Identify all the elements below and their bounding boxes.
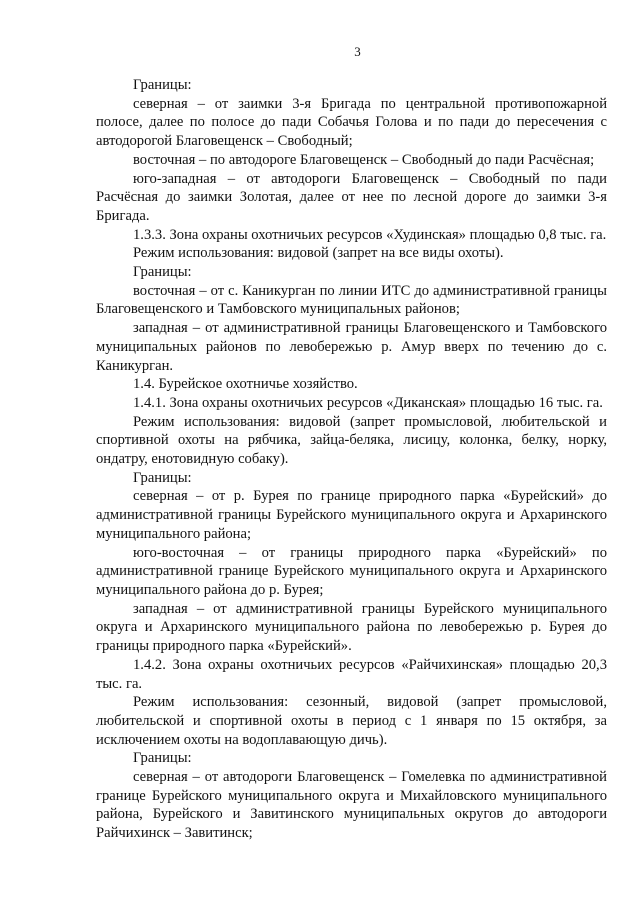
paragraph: Режим использования: видовой (запрет на все виды охоты). [133,245,504,262]
paragraph: юго-восточная – от границы природного парка «Бурейский» по административной границе Бурейского муниципального округа и Архаринского муниципального района до р. Бурея; [96,544,607,598]
paragraph: Границы: [133,750,192,767]
paragraph: восточная – по автодороге Благовещенск – Свободный до пади Расчёсная; [133,151,595,168]
paragraph: Режим использования: сезонный, видовой (запрет промысловой, любительской и спортивной охоты в период с 1 января по 15 октября, за исключением охоты на водоплавающую дичь). [96,694,607,748]
paragraph: 1.4.1. Зона охраны охотничьих ресурсов «Диканская» площадью 16 тыс. га. [133,394,603,411]
paragraph: юго-западная – от автодороги Благовещенск – Свободный по пади Расчёсная до заимки Золотая, далее от нее по лесной дороге до заимки 3-я Бригада. [96,170,607,224]
paragraph: Границы: [133,77,192,93]
paragraph: северная – от р. Бурея по границе природного парка «Бурейский» до административной границы Бурейского муниципального округа и Архаринского муниципального района; [96,488,607,542]
paragraph: западная – от административной границы Благовещенского и Тамбовского муниципальных районов по левобережью р. Амур вверх по течению до с. Каникурган. [96,320,607,374]
paragraph: Режим использования: видовой (запрет промысловой, любительской и спортивной охоты на рябчика, зайца-беляка, лисицу, колонка, белку, норку, ондатру, енотовидную собаку). [96,413,607,468]
paragraph: западная – от административной границы Бурейского муниципального округа и Архаринского муниципального района по левобережью р. Бурея до границы природного парка «Бурейский». [96,600,607,655]
paragraph: Границы: [133,264,192,281]
paragraph: 1.3.3. Зона охраны охотничьих ресурсов «Худинская» площадью 0,8 тыс. га. [133,226,607,243]
paragraph: восточная – от с. Каникурган по линии ИТС до административной границы Благовещенского и Тамбовского муниципальных районов; [96,282,607,318]
paragraph: 1.4. Бурейское охотничье хозяйство. [133,376,358,393]
document-body [96,76,607,843]
paragraph: Границы: [133,469,192,486]
paragraph: северная – от автодороги Благовещенск – Гомелевка по административной границе Бурейского муниципального округа и Михайловского муниципального района, Бурейского и Завитинского муниципальных округов до автодороги Райчихинск – Завитинск; [96,769,607,842]
page-number: 3 [354,44,361,59]
paragraph: северная – от заимки 3-я Бригада по центральной противопожарной полосе, далее по полосе до пади Собачья Голова и по пади до пересечения с автодорогой Благовещенск – Свободный; [96,95,607,150]
paragraph: 1.4.2. Зона охраны охотничьих ресурсов «Райчихинская» площадью 20,3 тыс. га. [96,656,607,692]
